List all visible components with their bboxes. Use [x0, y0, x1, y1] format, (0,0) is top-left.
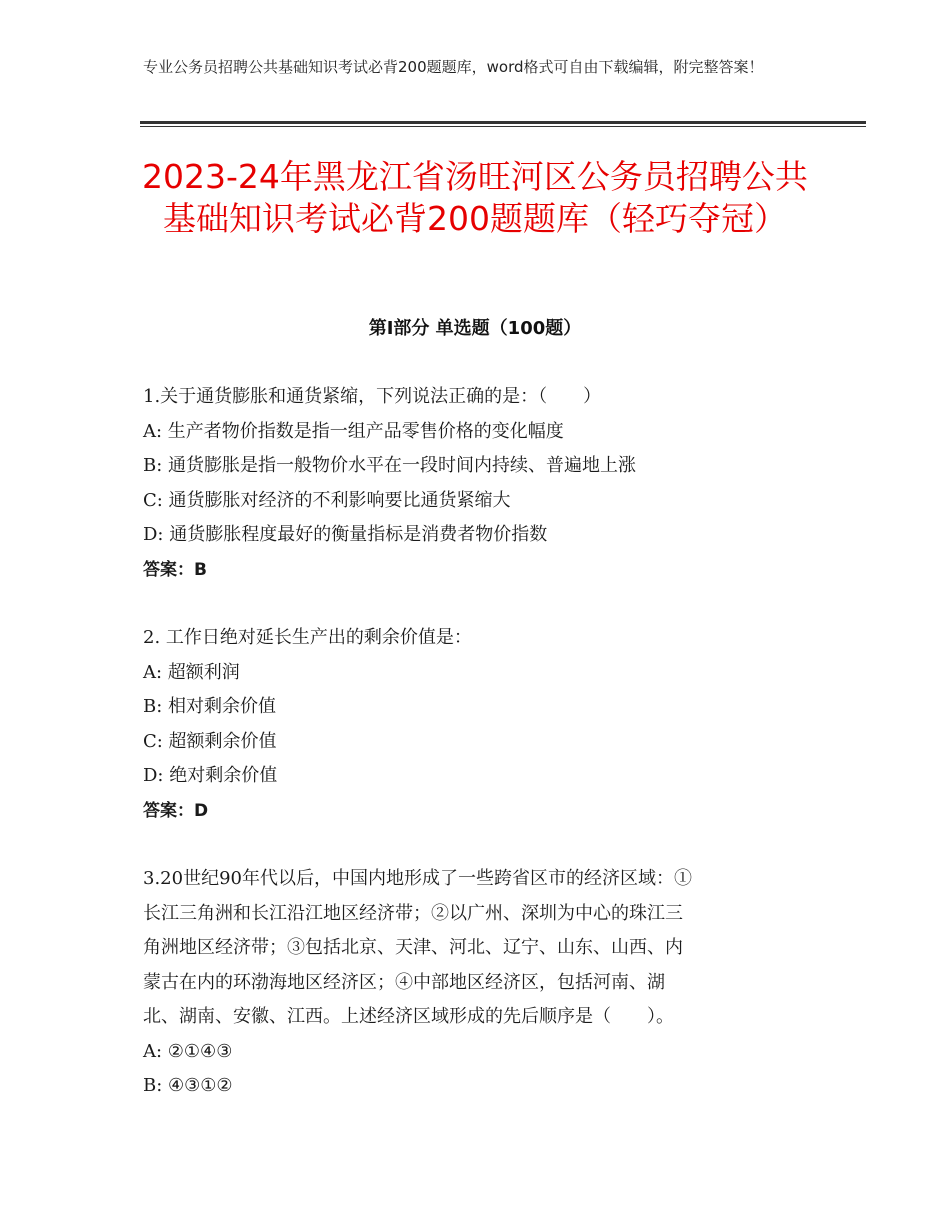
header-note: 专业公务员招聘公共基础知识考试必背200题题库，word格式可自由下载编辑，附完整答案！ [143, 58, 764, 76]
question-gap [143, 828, 813, 862]
option-b: B: 相对剩余价值 [143, 696, 277, 717]
question-gap [143, 587, 813, 621]
option-b: B: ④③①② [143, 1075, 233, 1096]
option-a: A: 超额利润 [143, 661, 240, 683]
option-c: C: 通货膨胀对经济的不利影响要比通货紧缩大 [143, 489, 511, 511]
question-stem-line: 角洲地区经济带；③包括北京、天津、河北、辽宁、山东、山西、内 [143, 937, 683, 958]
option-a: A: ②①④③ [143, 1040, 233, 1062]
question-stem-line: 蒙古在内的环渤海地区经济区；④中部地区经济区，包括河南、湖 [143, 971, 665, 993]
option-d: D: 绝对剩余价值 [143, 765, 278, 786]
question-stem-line: 长江三角洲和长江沿江地区经济带；②以广州、深圳为中心的珠江三 [143, 902, 683, 924]
question-2 [143, 621, 813, 828]
option-c: C: 超额剩余价值 [143, 730, 277, 752]
answer: 答案：D [143, 800, 209, 821]
question-1 [143, 380, 813, 587]
document-title: 2023-24年黑龙江省汤旺河区公务员招聘公共基础知识考试必背200题题库（轻巧夺冠） [142, 157, 808, 238]
section-heading: 第I部分 单选题（100题） [368, 318, 582, 339]
question-stem: 1.关于通货膨胀和通货紧缩，下列说法正确的是：（ ） [143, 386, 602, 407]
question-stem-line: 3.20世纪90年代以后，中国内地形成了一些跨省区市的经济区域：① [143, 868, 692, 889]
question-stem-line: 北、湖南、安徽、江西。上述经济区域形成的先后顺序是（ ）。 [143, 1006, 674, 1027]
question-stem: 2. 工作日绝对延长生产出的剩余价值是： [143, 627, 472, 648]
header-divider-thick [140, 121, 866, 124]
answer: 答案：B [143, 559, 207, 580]
option-b: B: 通货膨胀是指一般物价水平在一段时间内持续、普遍地上涨 [143, 455, 637, 476]
option-d: D: 通货膨胀程度最好的衡量指标是消费者物价指数 [143, 524, 548, 545]
question-3 [143, 862, 813, 1104]
question-list [143, 380, 813, 1104]
header-divider-thin [140, 126, 866, 127]
option-a: A: 生产者物价指数是指一组产品零售价格的变化幅度 [143, 420, 564, 442]
